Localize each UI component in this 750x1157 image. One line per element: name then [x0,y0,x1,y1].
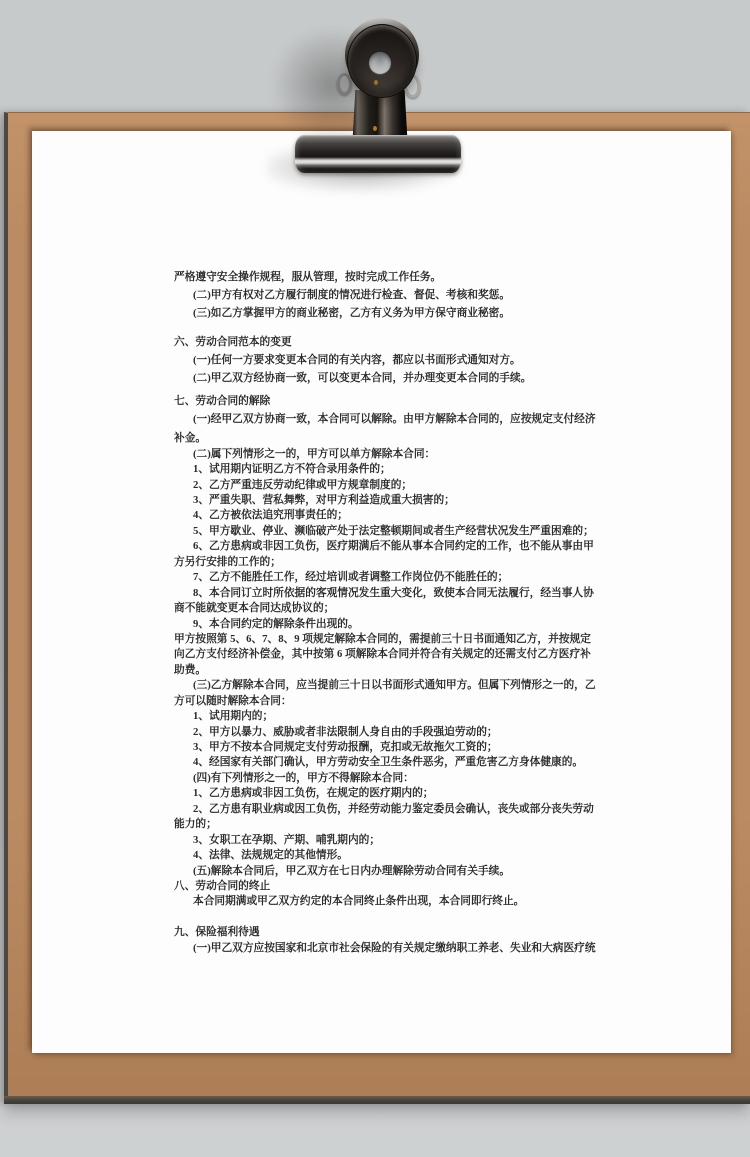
document-line: 九、保险福利待遇 [174,926,260,939]
document-line: 2、乙方患有职业病或因工负伤，并经劳动能力鉴定委员会确认，丧失或部分丧失劳动 [193,802,594,815]
document-line: 4、经国家有关部门确认，甲方劳动安全卫生条件恶劣，严重危害乙方身体健康的。 [193,756,584,769]
document-line: (一)甲乙双方应按国家和北京市社会保险的有关规定缴纳职工养老、失业和大病医疗统 [193,941,596,954]
document-line: 8、本合同订立时所依据的客观情况发生重大变化，致使本合同无法履行，经当事人协 [193,586,594,599]
clip-highlight-dot [374,80,378,85]
document-line: 1、乙方患病或非因工负伤，在规定的医疗期内的； [193,787,434,800]
document-line: (二)属下列情形之一的，甲方可以单方解除本合同： [193,447,436,460]
document-line: 3、女职工在孕期、产期、哺乳期内的； [193,833,381,846]
document-line: 向乙方支付经济补偿金，其中按第 6 项解除本合同并符合有关规定的还需支付乙方医疗补 [174,648,591,661]
clipboard-bottom-edge [4,1096,750,1104]
binder-clip [293,10,463,182]
document-line: 3、严重失职、营私舞弊，对甲方利益造成重大损害的； [193,494,455,506]
document-line [174,323,600,333]
document-line: 方另行安排的工作的； [174,555,281,568]
clip-bar [295,135,461,173]
document-line: 八、劳动合同的终止 [174,879,271,892]
document-line: 9、本合同约定的解除条件出现的。 [193,617,359,630]
document-line: 1、试用期内证明乙方不符合录用条件的； [193,463,391,476]
document-line: (二)甲乙双方经协商一致，可以变更本合同，并办理变更本合同的手续。 [193,371,532,384]
document-line: 7、乙方不能胜任工作，经过培训或者调整工作岗位仍不能胜任的； [193,571,509,584]
document-line: 2、乙方严重违反劳动纪律或甲方规章制度的； [193,478,413,491]
document-line: 4、法律、法规规定的其他情形。 [193,849,348,862]
contract-page [32,131,731,1053]
document-line: 方可以随时解除本合同： [174,694,292,707]
document-line: 补金。 [174,431,207,444]
document-line: 3、甲方不按本合同规定支付劳动报酬，克扣或无故拖欠工资的； [193,741,498,753]
document-line: 本合同期满或甲乙双方约定的本合同终止条件出现，本合同即行终止。 [193,895,525,908]
document-line: 能力的； [174,818,217,831]
document-line: 助费。 [174,663,207,676]
clip-highlight-dot [373,126,377,131]
document-line: (四)有下列情形之一的，甲方不得解除本合同： [193,771,414,784]
document-line: (一)经甲乙双方协商一致，本合同可以解除。由甲方解除本合同的，应按规定支付经济 [193,413,596,426]
document-line: 6、乙方患病或非因工负伤，医疗期满后不能从事本合同约定的工作，也不能从事由甲 [193,540,594,553]
document-line: 甲方按照第 5、6、7、8、9 项规定解除本合同的，需提前三十日书面通知乙方，并按规定 [174,632,591,645]
document-line: 七、劳动合同的解除 [174,395,271,408]
document-line [174,910,600,925]
document-line: (二)甲方有权对乙方履行制度的情况进行检查、督促、考核和奖惩。 [193,289,511,302]
document-line: (三)如乙方掌握甲方的商业秘密，乙方有义务为甲方保守商业秘密。 [193,307,511,320]
document-line: (一)任何一方要求变更本合同的有关内容，都应以书面形式通知对方。 [193,353,521,366]
contract-text-block [174,268,600,956]
document-line: 4、乙方被依法追究刑事责任的； [193,509,348,522]
clip-hole [369,52,391,74]
document-line: 六、劳动合同范本的变更 [174,335,292,348]
document-line: 商不能就变更本合同达成协议的； [174,602,335,615]
document-line: 2、甲方以暴力、威胁或者非法限制人身自由的手段强迫劳动的； [193,725,498,738]
document-line: (三)乙方解除本合同，应当提前三十日以书面形式通知甲方。但属下列情形之一的，乙 [193,679,596,692]
document-line: 1、试用期内的； [193,710,274,723]
document-line: 严格遵守安全操作规程，服从管理，按时完成工作任务。 [174,271,442,283]
document-line: 5、甲方歇业、停业、濒临破产处于法定整顿期间或者生产经营状况发生严重困难的； [193,524,594,537]
document-line: (五)解除本合同后，甲乙双方在七日内办理解除劳动合同有关手续。 [193,864,511,877]
clipboard-board [4,112,750,1104]
